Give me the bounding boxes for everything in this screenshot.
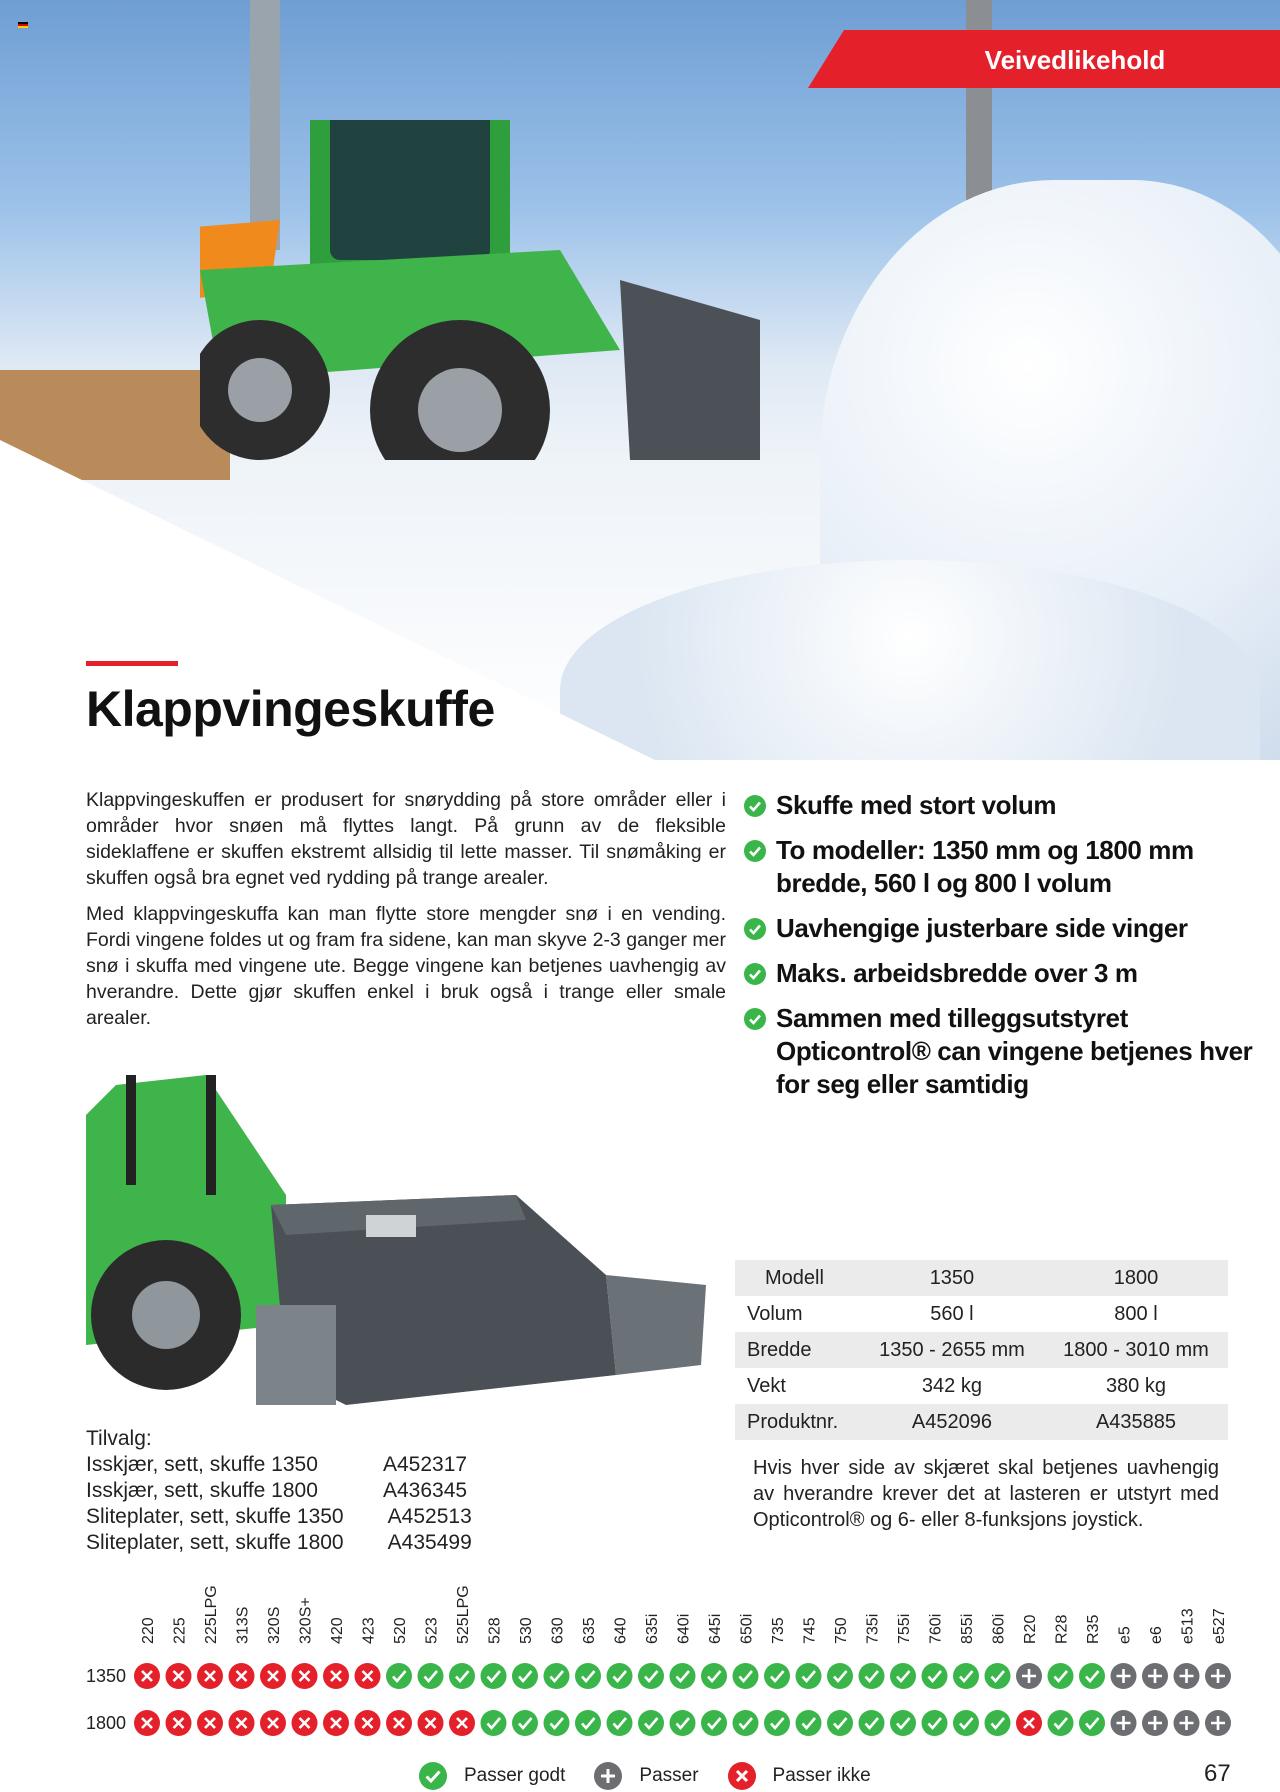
plus-icon	[593, 1761, 623, 1791]
plus-icon	[1111, 1663, 1137, 1689]
cross-icon	[1016, 1710, 1042, 1736]
model-label: R35	[1085, 1614, 1102, 1644]
options-heading: Tilvalg:	[86, 1427, 152, 1450]
spec-row	[735, 1368, 1228, 1404]
cross-icon	[727, 1761, 757, 1791]
plus-icon	[1205, 1663, 1231, 1689]
option-item: Isskjær, sett, skuffe 1800 A436345	[86, 1479, 468, 1502]
legend-fits: Passer	[593, 1761, 698, 1791]
model-label: 735	[770, 1617, 787, 1644]
spec-cell: Vekt	[747, 1374, 786, 1397]
spec-cell: 800 l	[1114, 1302, 1158, 1325]
spec-cell: 560 l	[930, 1302, 974, 1325]
check-icon	[575, 1663, 601, 1689]
model-label: 225LPG	[203, 1585, 220, 1644]
row-label: 1350	[86, 1666, 127, 1686]
spec-cell: 342 kg	[921, 1374, 982, 1397]
spec-cell: 380 kg	[1105, 1374, 1166, 1397]
spec-header-cell: 1800	[1044, 1260, 1228, 1296]
check-icon	[744, 840, 766, 862]
cross-icon	[229, 1663, 255, 1689]
model-label: 530	[518, 1617, 535, 1644]
plus-icon	[1111, 1710, 1137, 1736]
model-label: 860i	[990, 1613, 1008, 1644]
spec-header-cell: 1350	[860, 1260, 1044, 1296]
legend-no: Passer ikke	[727, 1761, 871, 1791]
check-icon	[670, 1663, 696, 1689]
model-label: 735i	[864, 1613, 882, 1644]
check-icon	[701, 1710, 727, 1736]
cross-icon	[134, 1663, 160, 1689]
model-label: R20	[1022, 1614, 1039, 1644]
model-label: 650i	[738, 1613, 756, 1644]
check-icon	[796, 1663, 822, 1689]
description-paragraph: Med klappvingeskuffa kan man flytte store mengder snø i en vending. Fordi vingene foldes ut og fram fra sidene, kan man skyve 2-3 ganger mer snø i skuffa med vingene ute. Begge vingene kan betjenes uavhengig av hverandre. Dette gjør skuffen enkel i bruk også i trange eller smale arealer.	[86, 903, 726, 1029]
check-icon	[890, 1710, 916, 1736]
model-label: 420	[329, 1617, 346, 1644]
spec-row	[735, 1332, 1228, 1368]
cross-icon	[197, 1710, 223, 1736]
feature-list	[744, 789, 1264, 1113]
check-icon	[607, 1663, 633, 1689]
cross-icon	[355, 1710, 381, 1736]
check-icon	[481, 1663, 507, 1689]
model-label: 755i	[896, 1613, 913, 1644]
cross-icon	[134, 1710, 160, 1736]
check-icon	[859, 1663, 885, 1689]
model-label: 525LPG	[455, 1585, 472, 1644]
plus-icon	[1174, 1710, 1200, 1736]
check-icon	[733, 1663, 759, 1689]
model-label: e6	[1148, 1626, 1165, 1644]
model-label: 313S	[234, 1606, 252, 1644]
model-label: e5	[1116, 1626, 1134, 1644]
options-list	[86, 1426, 472, 1556]
model-label: 320S	[266, 1606, 283, 1644]
model-label: R28	[1053, 1614, 1071, 1644]
page-title: Klappvingeskuffe	[86, 681, 495, 737]
spec-row	[735, 1404, 1228, 1440]
check-icon	[1079, 1710, 1105, 1736]
cross-icon	[260, 1663, 286, 1689]
option-item: Sliteplater, sett, skuffe 1800 A435499	[86, 1531, 472, 1554]
feature-item: Sammen med tilleggsutstyret Opticontrol® can vingene betjenes hver for seg eller samtidig	[744, 1002, 1264, 1101]
check-icon	[953, 1710, 979, 1736]
section-label: Veivedlikehold	[984, 45, 1166, 75]
check-icon	[744, 795, 766, 817]
check-icon	[985, 1710, 1011, 1736]
model-label: 635	[581, 1617, 598, 1644]
spec-cell: Produktnr.	[735, 1404, 860, 1440]
check-icon	[827, 1663, 853, 1689]
model-label: 855i	[959, 1613, 976, 1644]
opticontrol-note: Hvis hver side av skjæret skal betjenes uavhengig av hverandre krever det at lasteren er utstyrt med Opticontrol® og 6- eller 8-funksjons joystick.	[753, 1457, 1219, 1531]
check-icon	[953, 1663, 979, 1689]
page-number: 67	[1204, 1760, 1231, 1787]
feature-item: Skuffe med stort volum	[744, 789, 1264, 822]
check-icon	[827, 1710, 853, 1736]
model-label: 630	[549, 1617, 567, 1644]
spec-table	[735, 1260, 1228, 1440]
spec-cell: Bredde	[735, 1332, 860, 1368]
option-item: Sliteplater, sett, skuffe 1350 A452513	[86, 1505, 472, 1528]
spec-row	[735, 1296, 1228, 1332]
spec-cell: 1800 - 3010 mm	[1044, 1332, 1228, 1368]
plus-icon	[1174, 1663, 1200, 1689]
model-label: 760i	[927, 1613, 945, 1644]
check-icon	[418, 1761, 448, 1791]
spec-cell: A452096	[860, 1404, 1044, 1440]
cross-icon	[292, 1710, 318, 1736]
white-diagonal-overlay	[0, 0, 1280, 760]
hero-photo	[0, 0, 1280, 760]
plus-icon	[1205, 1710, 1231, 1736]
model-label: 423	[360, 1617, 378, 1644]
legend-good: Passer godt	[418, 1761, 565, 1791]
spec-cell: A435885	[1044, 1404, 1228, 1440]
cross-icon	[323, 1710, 349, 1736]
check-icon	[985, 1663, 1011, 1689]
model-label: 635i	[644, 1613, 661, 1644]
flag-icon	[18, 22, 28, 28]
check-icon	[575, 1710, 601, 1736]
model-label: 640	[612, 1617, 630, 1644]
feature-item: Uavhengige justerbare side vinger	[744, 912, 1264, 945]
check-icon	[418, 1663, 444, 1689]
check-icon	[607, 1710, 633, 1736]
model-label: 220	[140, 1617, 157, 1644]
cross-icon	[386, 1710, 412, 1736]
model-label: 320S+	[297, 1597, 315, 1644]
cross-icon	[166, 1710, 192, 1736]
model-label: 750	[833, 1617, 850, 1644]
model-label: e513	[1179, 1608, 1197, 1644]
check-icon	[1048, 1710, 1074, 1736]
spec-cell: 1350 - 2655 mm	[860, 1332, 1044, 1368]
check-icon	[744, 918, 766, 940]
check-icon	[544, 1663, 570, 1689]
title-accent-line	[86, 661, 178, 666]
spec-header-cell: Modell	[735, 1260, 860, 1296]
check-icon	[890, 1663, 916, 1689]
compatibility-legend	[418, 1760, 899, 1792]
plus-icon	[1016, 1663, 1042, 1689]
check-icon	[1048, 1663, 1074, 1689]
model-label: 640i	[675, 1613, 693, 1644]
check-icon	[449, 1663, 475, 1689]
spec-cell: Volum	[747, 1302, 803, 1325]
option-item: Isskjær, sett, skuffe 1350 A452317	[86, 1453, 468, 1476]
check-icon	[733, 1710, 759, 1736]
check-icon	[744, 1008, 766, 1030]
check-icon	[701, 1663, 727, 1689]
check-icon	[670, 1710, 696, 1736]
check-icon	[764, 1663, 790, 1689]
check-icon	[922, 1710, 948, 1736]
model-label: e527	[1211, 1608, 1228, 1644]
plus-icon	[1142, 1663, 1168, 1689]
plus-icon	[1142, 1710, 1168, 1736]
check-icon	[512, 1663, 538, 1689]
description	[86, 787, 726, 1041]
check-icon	[796, 1710, 822, 1736]
spec-header-row	[735, 1260, 1228, 1296]
model-label: 523	[423, 1617, 441, 1644]
compatibility-chart	[0, 1560, 1280, 1740]
cross-icon	[323, 1663, 349, 1689]
check-icon	[638, 1710, 664, 1736]
cross-icon	[166, 1663, 192, 1689]
cross-icon	[260, 1710, 286, 1736]
row-label: 1800	[86, 1713, 127, 1733]
model-label: 528	[486, 1617, 504, 1644]
model-label: 225	[171, 1617, 189, 1644]
model-label: 520	[392, 1617, 409, 1644]
check-icon	[638, 1663, 664, 1689]
feature-item: To modeller: 1350 mm og 1800 mm bredde, 560 l og 800 l volum	[744, 834, 1264, 900]
check-icon	[512, 1710, 538, 1736]
check-icon	[744, 963, 766, 985]
check-icon	[481, 1710, 507, 1736]
check-icon	[859, 1710, 885, 1736]
check-icon	[386, 1663, 412, 1689]
feature-item: Maks. arbeidsbredde over 3 m	[744, 957, 1264, 990]
cross-icon	[355, 1663, 381, 1689]
product-image	[86, 1075, 726, 1435]
check-icon	[922, 1663, 948, 1689]
check-icon	[764, 1710, 790, 1736]
cross-icon	[449, 1710, 475, 1736]
model-label: 645i	[707, 1613, 724, 1644]
check-icon	[1079, 1663, 1105, 1689]
cross-icon	[197, 1663, 223, 1689]
model-label: 745	[801, 1617, 819, 1644]
check-icon	[544, 1710, 570, 1736]
cross-icon	[229, 1710, 255, 1736]
cross-icon	[292, 1663, 318, 1689]
cross-icon	[418, 1710, 444, 1736]
description-paragraph: Klappvingeskuffen er produsert for snørydding på store områder eller i områder hvor snøen må flyttes langt. På grunn av de fleksible sideklaffene er skuffen ekstremt allsidig til lette masser. Til snømåking er skuffen også bra egnet ved rydding på trange arealer.	[86, 789, 726, 889]
